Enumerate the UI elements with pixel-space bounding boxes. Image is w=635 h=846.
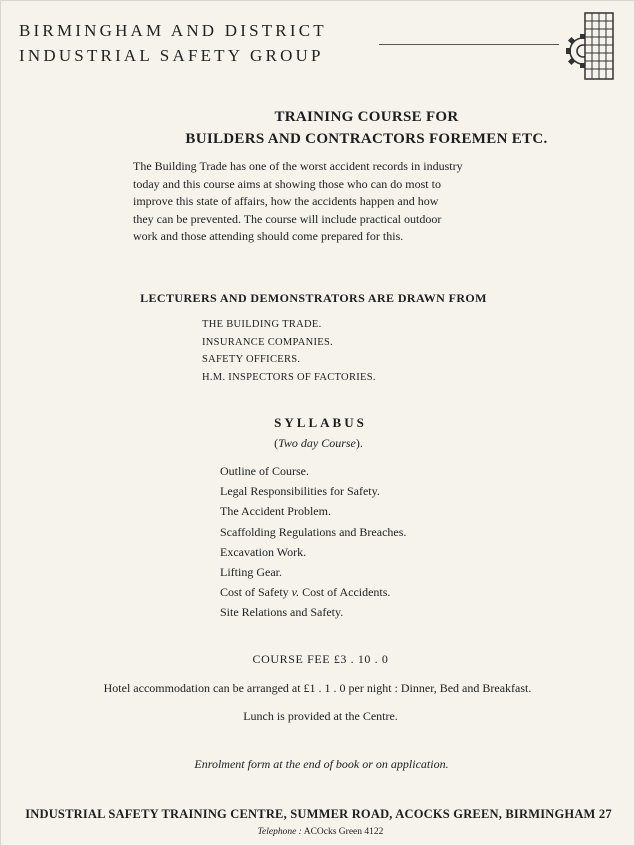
intro-line: they can be prevented. The course will include practical outdoor	[133, 211, 442, 226]
course-intro	[133, 158, 513, 246]
list-item: H.M. INSPECTORS OF FACTORIES.	[202, 371, 376, 383]
lecturers-list	[202, 316, 376, 386]
lunch-note: Lunch is provided at the Centre.	[243, 709, 398, 723]
list-item: Lifting Gear.	[220, 565, 282, 580]
list-item: SAFETY OFFICERS.	[202, 354, 301, 365]
list-item: Cost of Safety v. Cost of Accidents.	[220, 585, 391, 600]
syllabus-heading: SYLLABUS	[274, 415, 367, 430]
enrolment-note: Enrolment form at the end of book or on application.	[194, 757, 449, 771]
intro-line: today and this course aims at showing those who can do most to	[133, 176, 441, 191]
course-title-line2: BUILDERS AND CONTRACTORS FOREMEN ETC.	[185, 131, 548, 147]
intro-line: The Building Trade has one of the worst accident records in industry	[133, 159, 463, 173]
list-item: Excavation Work.	[220, 544, 307, 559]
gear-grid-logo-icon	[563, 11, 615, 83]
syllabus-list	[220, 461, 406, 623]
telephone-number: ACOcks Green 4122	[303, 827, 384, 837]
centre-address: INDUSTRIAL SAFETY TRAINING CENTRE, SUMMER ROAD, ACOCKS GREEN, BIRMINGHAM 27	[25, 807, 612, 821]
list-item: THE BUILDING TRADE.	[202, 319, 322, 330]
hotel-accommodation: Hotel accommodation can be arranged at £1 . 1 . 0 per night : Dinner, Bed and Breakfast.	[103, 681, 532, 695]
course-title-line1: TRAINING COURSE FOR	[274, 109, 459, 125]
intro-line: work and those attending should come prepared for this.	[133, 229, 404, 243]
syllabus-subtitle: (Two day Course).	[274, 436, 363, 450]
telephone	[3, 827, 635, 837]
telephone-label: Telephone :	[257, 827, 302, 837]
list-item: The Accident Problem.	[220, 504, 331, 519]
list-item: Legal Responsibilities for Safety.	[220, 484, 380, 499]
list-item: Outline of Course.	[220, 464, 309, 478]
org-name-line2: INDUSTRIAL SAFETY GROUP	[19, 46, 324, 65]
org-name-line1: BIRMINGHAM AND DISTRICT	[19, 21, 327, 40]
list-item: INSURANCE COMPANIES.	[202, 336, 334, 348]
intro-line: improve this state of affairs, how the accidents happen and how	[133, 194, 439, 208]
list-item: Scaffolding Regulations and Breaches.	[220, 524, 407, 539]
list-item: Site Relations and Safety.	[220, 605, 344, 620]
lecturers-heading: LECTURERS AND DEMONSTRATORS ARE DRAWN FROM	[140, 291, 487, 305]
header-rule	[379, 44, 559, 45]
course-fee: COURSE FEE £3 . 10 . 0	[252, 652, 389, 666]
syllabus-duration: Two day Course	[278, 436, 356, 450]
